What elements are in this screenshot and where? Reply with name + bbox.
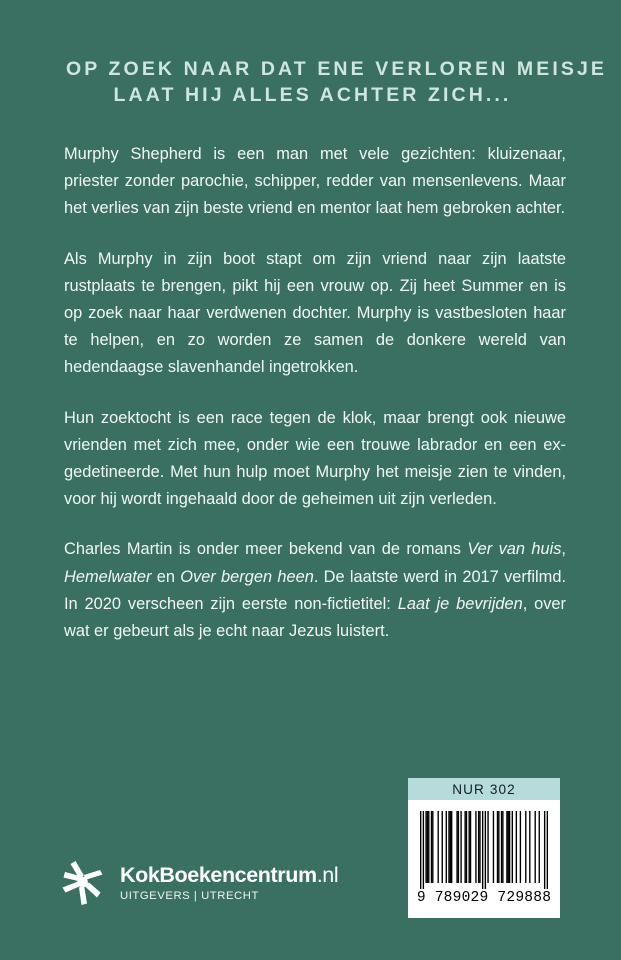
- publisher-logo: [60, 858, 338, 908]
- author-bio-paragraph: [64, 536, 566, 645]
- bio-text-4: . De laatste werd in 2017 verfilmd. In 2020 verscheen zijn eerste non-fictietitel:: [64, 567, 566, 613]
- publisher-name-tld: .nl: [316, 862, 339, 887]
- barcode-area: [408, 800, 560, 918]
- nur-label: NUR 302: [408, 778, 560, 800]
- blurb-paragraph-3: Hun zoektocht is een race tegen de klok, maar brengt ook nieuwe vrienden met zich mee, onder wie een trouwe labrador en een ex-gedetineerde. Met hun hulp moet Murphy het meisje zien te vinden, voor hij wordt ingehaald door de geheimen uit zijn verleden.: [64, 408, 566, 509]
- book-title-laat-je-bevrijden: Laat je bevrijden: [397, 594, 523, 613]
- bio-text-1: Charles Martin is onder meer bekend van de romans: [64, 540, 468, 559]
- publisher-subtitle: UITGEVERS | UTRECHT: [120, 889, 259, 902]
- blurb-paragraph-2: Als Murphy in zijn boot stapt om zijn vriend naar zijn laatste rustplaats te brengen, pikt hij een vrouw op. Zij heet Summer en is op zoek naar haar verdwenen dochter. Murphy is vastbesloten haar te helpen, en zo worden ze samen de donkere wereld van hedendaagse slavenhandel ingetrokken.: [64, 249, 566, 377]
- barcode-block: [408, 778, 560, 918]
- book-title-ver-van-huis: Ver van huis: [467, 540, 562, 559]
- blurb-text: [64, 141, 566, 645]
- publisher-name-main: KokBoekencentrum: [120, 862, 317, 887]
- cover-headline: [56, 56, 608, 108]
- headline-line-2: LAAT HIJ ALLES ACHTER ZICH...: [113, 84, 512, 106]
- publisher-text: [120, 863, 338, 904]
- book-title-hemelwater: Hemelwater: [64, 567, 152, 586]
- kok-boekencentrum-mark-icon: [60, 858, 106, 908]
- book-title-over-bergen-heen: Over bergen heen: [180, 567, 314, 586]
- bio-text-3: en: [151, 567, 181, 586]
- blurb-paragraph-1: Murphy Shepherd is een man met vele gezichten: kluizenaar, priester zonder parochie, schipper, redder van mensenlevens. Maar het verlies van zijn beste vriend en mentor laat hem gebroken achter.: [64, 145, 566, 218]
- headline-line-1: OP ZOEK NAAR DAT ENE VERLOREN MEISJE: [66, 58, 608, 80]
- bio-text-2: ,: [561, 540, 566, 559]
- publisher-name: [120, 863, 338, 887]
- bio-text-5: , over wat er gebeurt als je echt naar Jezus luistert.: [64, 594, 567, 641]
- ean13-barcode-icon: [420, 811, 548, 889]
- isbn-digits: 9 789029 729888: [416, 890, 552, 906]
